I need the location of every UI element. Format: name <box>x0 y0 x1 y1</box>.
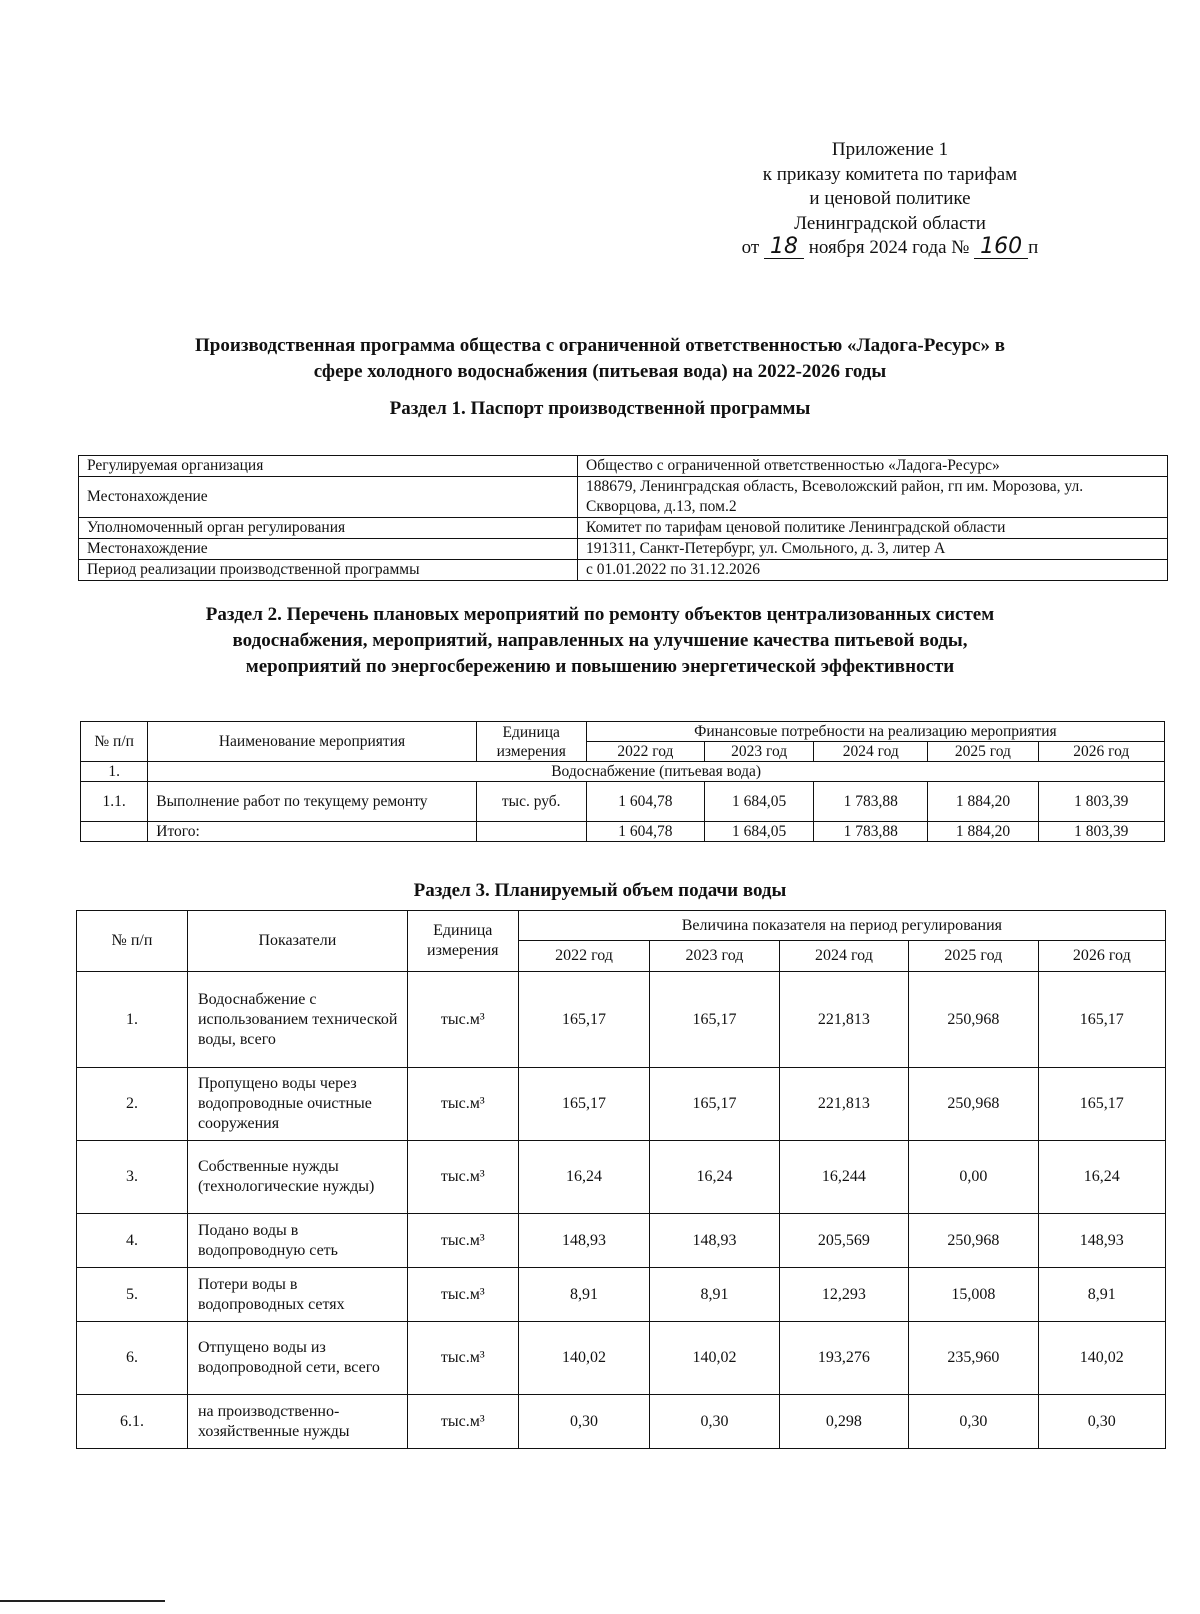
row-unit: тыс.м³ <box>407 1141 518 1214</box>
row-value: 221,813 <box>779 1068 908 1141</box>
row-unit: тыс.м³ <box>407 1322 518 1395</box>
row-value: 205,569 <box>779 1214 908 1268</box>
header-num: № п/п <box>81 722 148 762</box>
row-value: 8,91 <box>650 1268 779 1322</box>
row-name: Собственные нужды (технологические нужды) <box>187 1141 407 1214</box>
header-year: 2023 год <box>705 742 814 762</box>
row-value: 1 884,20 <box>928 782 1038 822</box>
passport-value: Комитет по тарифам ценовой политике Ленинградской области <box>578 518 1168 539</box>
row-value: 221,813 <box>779 972 908 1068</box>
passport-row <box>79 560 1168 581</box>
row-value: 148,93 <box>518 1214 650 1268</box>
row-value: 165,17 <box>1038 972 1165 1068</box>
row-value: 15,008 <box>909 1268 1038 1322</box>
total-value: 1 604,78 <box>586 822 704 842</box>
program-title <box>80 333 1120 385</box>
row-value: 140,02 <box>1038 1322 1165 1395</box>
header-year: 2025 год <box>909 941 1038 972</box>
row-num: 6.1. <box>77 1395 188 1449</box>
passport-row <box>79 456 1168 477</box>
number-suffix: п <box>1028 237 1039 258</box>
row-value: 0,30 <box>650 1395 779 1449</box>
measures-table <box>80 721 1165 842</box>
header-name: Наименование мероприятия <box>148 722 476 762</box>
header-year: 2026 год <box>1038 941 1165 972</box>
header-year: 2024 год <box>779 941 908 972</box>
row-value: 8,91 <box>1038 1268 1165 1322</box>
row-unit: тыс.м³ <box>407 1068 518 1141</box>
passport-label: Регулируемая организация <box>79 456 578 477</box>
measures-row <box>81 782 1165 822</box>
row-unit: тыс.м³ <box>407 1214 518 1268</box>
total-unit <box>476 822 586 842</box>
row-value: 0,00 <box>909 1141 1038 1214</box>
header-value: Величина показателя на период регулирования <box>518 911 1165 941</box>
passport-label: Местонахождение <box>79 539 578 560</box>
row-value: 1 803,39 <box>1038 782 1165 822</box>
row-value: 250,968 <box>909 972 1038 1068</box>
row-name: Выполнение работ по текущему ремонту <box>148 782 476 822</box>
date-month-year: ноября 2024 года № <box>808 237 970 258</box>
group-label: Водоснабжение (питьевая вода) <box>148 762 1165 782</box>
header-year: 2022 год <box>518 941 650 972</box>
program-title-line-1: Производственная программа общества с ограниченной ответственностью «Ладога-Ресурс» в <box>195 335 1005 356</box>
header-year: 2022 год <box>586 742 704 762</box>
row-value: 250,968 <box>909 1214 1038 1268</box>
row-num: 3. <box>77 1141 188 1214</box>
row-unit: тыс.м³ <box>407 1268 518 1322</box>
passport-value: Общество с ограниченной ответственностью «Ладога-Ресурс» <box>578 456 1168 477</box>
appendix-header <box>700 138 1080 261</box>
passport-label: Местонахождение <box>79 477 578 518</box>
row-unit: тыс. руб. <box>476 782 586 822</box>
row-value: 0,30 <box>909 1395 1038 1449</box>
total-value: 1 783,88 <box>814 822 928 842</box>
row-name: Потери воды в водопроводных сетях <box>187 1268 407 1322</box>
header-name: Показатели <box>187 911 407 972</box>
handwritten-day: 18 <box>764 236 804 259</box>
total-value: 1 803,39 <box>1038 822 1165 842</box>
row-name: Водоснабжение с использованием технической воды, всего <box>187 972 407 1068</box>
passport-row <box>79 518 1168 539</box>
passport-value: 188679, Ленинградская область, Всеволожский район, гп им. Морозова, ул. Скворцова, д.13, пом.2 <box>578 477 1168 518</box>
row-value: 148,93 <box>1038 1214 1165 1268</box>
row-name: на производственно-хозяйственные нужды <box>187 1395 407 1449</box>
row-num: 4. <box>77 1214 188 1268</box>
passport-value: 191311, Санкт-Петербург, ул. Смольного, д. 3, литер А <box>578 539 1168 560</box>
supply-row <box>77 1141 1166 1214</box>
date-prefix: от <box>741 237 760 258</box>
measures-total-row <box>81 822 1165 842</box>
section2-title-line-3: мероприятий по энергосбережению и повышению энергетической эффективности <box>245 656 955 677</box>
program-title-line-2: сфере холодного водоснабжения (питьевая вода) на 2022-2026 годы <box>313 361 887 382</box>
supply-row <box>77 1214 1166 1268</box>
supply-row <box>77 1322 1166 1395</box>
measures-header-row <box>81 722 1165 742</box>
row-value: 165,17 <box>518 972 650 1068</box>
row-value: 16,24 <box>650 1141 779 1214</box>
handwritten-number: 160 <box>974 236 1028 259</box>
appendix-line-3: и ценовой политике <box>809 188 971 209</box>
row-value: 165,17 <box>650 972 779 1068</box>
group-num: 1. <box>81 762 148 782</box>
measures-group-row <box>81 762 1165 782</box>
section2-title-line-1: Раздел 2. Перечень плановых мероприятий по ремонту объектов централизованных систем <box>205 604 995 625</box>
row-value: 165,17 <box>518 1068 650 1141</box>
header-year: 2026 год <box>1038 742 1165 762</box>
row-value: 165,17 <box>1038 1068 1165 1141</box>
row-num: 2. <box>77 1068 188 1141</box>
total-num <box>81 822 148 842</box>
scan-edge-line <box>0 1600 165 1602</box>
row-value: 16,244 <box>779 1141 908 1214</box>
row-unit: тыс.м³ <box>407 1395 518 1449</box>
passport-value: с 01.01.2022 по 31.12.2026 <box>578 560 1168 581</box>
row-value: 140,02 <box>650 1322 779 1395</box>
row-value: 16,24 <box>518 1141 650 1214</box>
passport-label: Уполномоченный орган регулирования <box>79 518 578 539</box>
row-value: 1 604,78 <box>586 782 704 822</box>
header-num: № п/п <box>77 911 188 972</box>
appendix-line-2: к приказу комитета по тарифам <box>762 163 1018 185</box>
row-value: 193,276 <box>779 1322 908 1395</box>
passport-row <box>79 477 1168 518</box>
row-value: 12,293 <box>779 1268 908 1322</box>
section2-title-line-2: водоснабжения, мероприятий, направленных на улучшение качества питьевой воды, <box>232 630 968 651</box>
row-value: 0,298 <box>779 1395 908 1449</box>
header-finance: Финансовые потребности на реализацию мероприятия <box>586 722 1164 742</box>
header-unit: Единица измерения <box>407 911 518 972</box>
row-name: Отпущено воды из водопроводной сети, всего <box>187 1322 407 1395</box>
section3-title: Раздел 3. Планируемый объем подачи воды <box>413 880 787 901</box>
section1-title: Раздел 1. Паспорт производственной программы <box>389 398 811 419</box>
row-name: Пропущено воды через водопроводные очистные сооружения <box>187 1068 407 1141</box>
water-supply-table <box>76 910 1166 1449</box>
total-label: Итого: <box>148 822 476 842</box>
row-value: 140,02 <box>518 1322 650 1395</box>
supply-row <box>77 1068 1166 1141</box>
row-value: 1 684,05 <box>705 782 814 822</box>
total-value: 1 884,20 <box>928 822 1038 842</box>
section2-title <box>60 602 1140 680</box>
row-value: 0,30 <box>1038 1395 1165 1449</box>
row-value: 8,91 <box>518 1268 650 1322</box>
row-num: 5. <box>77 1268 188 1322</box>
row-value: 250,968 <box>909 1068 1038 1141</box>
header-year: 2024 год <box>814 742 928 762</box>
header-year: 2023 год <box>650 941 779 972</box>
row-value: 235,960 <box>909 1322 1038 1395</box>
row-value: 165,17 <box>650 1068 779 1141</box>
supply-row <box>77 1268 1166 1322</box>
row-unit: тыс.м³ <box>407 972 518 1068</box>
supply-header-row <box>77 911 1166 941</box>
row-num: 1. <box>77 972 188 1068</box>
passport-row <box>79 539 1168 560</box>
row-value: 0,30 <box>518 1395 650 1449</box>
header-year: 2025 год <box>928 742 1038 762</box>
supply-row <box>77 1395 1166 1449</box>
row-num: 6. <box>77 1322 188 1395</box>
row-value: 1 783,88 <box>814 782 928 822</box>
passport-label: Период реализации производственной программы <box>79 560 578 581</box>
appendix-line-1: Приложение 1 <box>831 139 949 160</box>
row-num: 1.1. <box>81 782 148 822</box>
supply-row <box>77 972 1166 1068</box>
header-unit: Единица измерения <box>476 722 586 762</box>
appendix-date-line <box>700 236 1080 261</box>
total-value: 1 684,05 <box>705 822 814 842</box>
passport-table <box>78 455 1168 581</box>
row-name: Подано воды в водопроводную сеть <box>187 1214 407 1268</box>
row-value: 16,24 <box>1038 1141 1165 1214</box>
row-value: 148,93 <box>650 1214 779 1268</box>
appendix-line-4: Ленинградской области <box>794 212 986 234</box>
